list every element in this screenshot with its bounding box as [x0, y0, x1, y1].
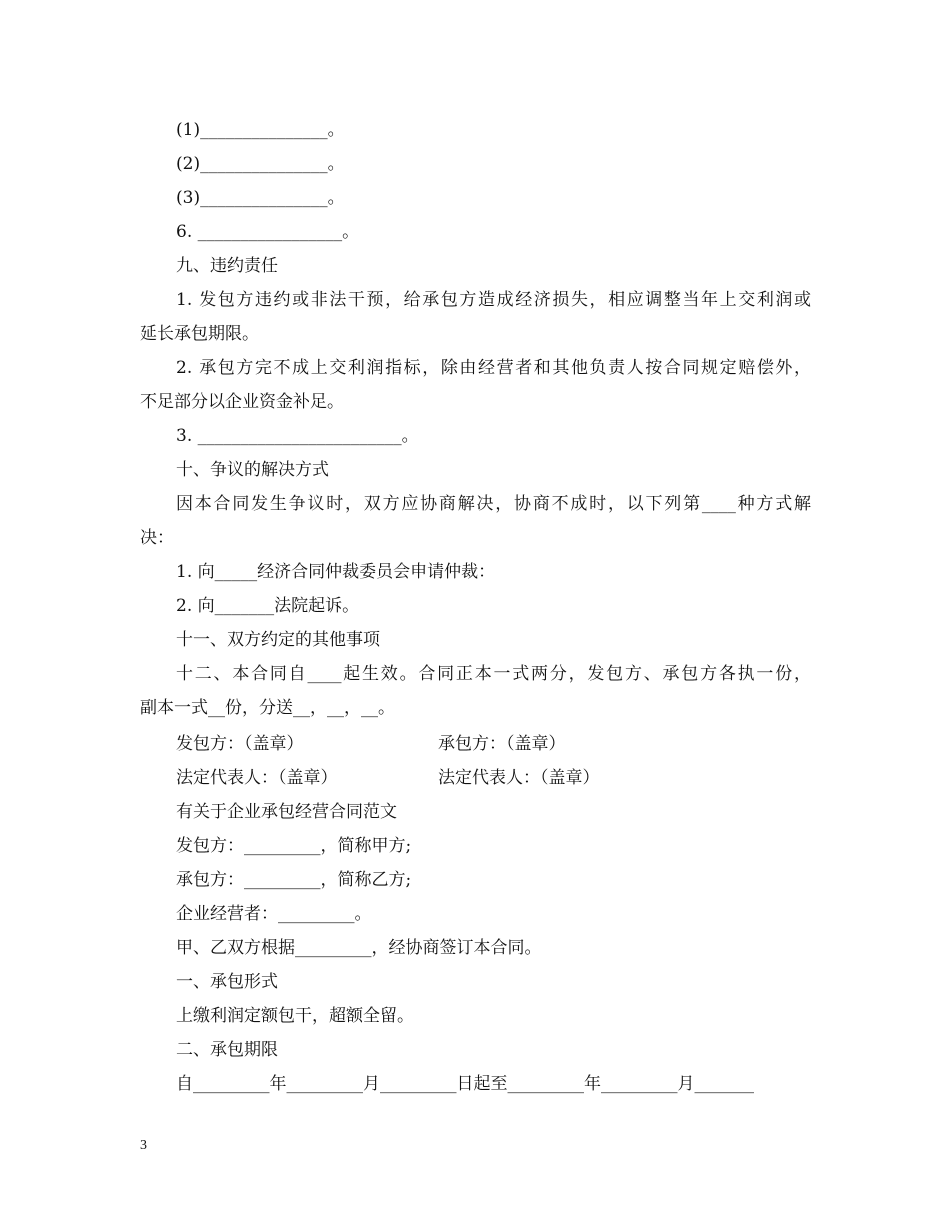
term-period-line: 自_________年_________月_________日起至_________年_________月_______: [176, 1074, 754, 1094]
section-heading-11: 十一、双方约定的其他事项: [176, 630, 380, 650]
section-heading-1: 一、承包形式: [176, 972, 278, 992]
clause-item-3: (3)_______________。: [176, 188, 345, 208]
signature-rep-a: 法定代表人：（盖章）: [176, 768, 338, 788]
clause-item-6: 6. _________________。: [176, 222, 360, 242]
party-a-line: 发包方：_________，简称甲方;: [176, 836, 412, 856]
clause-item-3-blank: 3. ________________________。: [176, 426, 419, 446]
paragraph-line: 不足部分以企业资金补足。: [140, 392, 344, 412]
paragraph-line: 2. 承包方完不成上交利润指标，除由经营者和其他负责人按合同规定赔偿外，: [176, 358, 811, 378]
document-subtitle: 有关于企业承包经营合同范文: [176, 802, 397, 822]
paragraph-line: 因本合同发生争议时，双方应协商解决，协商不成时，以下列第____种方式解: [176, 494, 811, 514]
section-heading-12: 十二、本合同自____起生效。合同正本一式两分，发包方、承包方各执一份，: [176, 664, 811, 684]
section-heading-10: 十、争议的解决方式: [176, 460, 329, 480]
paragraph-line: 副本一式__份，分送__，__，__。: [140, 698, 395, 718]
signature-party-b: 承包方：（盖章）: [438, 734, 566, 754]
dispute-option-1: 1. 向_____经济合同仲裁委员会申请仲裁：: [176, 562, 496, 582]
section-heading-2: 二、承包期限: [176, 1040, 278, 1060]
paragraph-line: 决：: [140, 528, 174, 548]
paragraph-line: 延长承包期限。: [140, 324, 259, 344]
clause-item-1: (1)_______________。: [176, 120, 345, 140]
paragraph-line: 甲、乙双方根据_________，经协商签订本合同。: [176, 938, 542, 958]
paragraph-line: 1. 发包方违约或非法干预，给承包方造成经济损失，相应调整当年上交利润或: [176, 290, 811, 310]
page-number: 3: [140, 1138, 147, 1153]
paragraph-line: 上缴利润定额包干，超额全留。: [176, 1006, 414, 1026]
operator-line: 企业经营者：_________。: [176, 904, 372, 924]
signature-rep-b: 法定代表人：（盖章）: [438, 768, 600, 788]
section-heading-9: 九、违约责任: [176, 256, 278, 276]
party-b-line: 承包方：_________，简称乙方;: [176, 870, 412, 890]
dispute-option-2: 2. 向_______法院起诉。: [176, 596, 360, 616]
clause-item-2: (2)_______________。: [176, 154, 345, 174]
signature-party-a: 发包方：（盖章）: [176, 734, 304, 754]
